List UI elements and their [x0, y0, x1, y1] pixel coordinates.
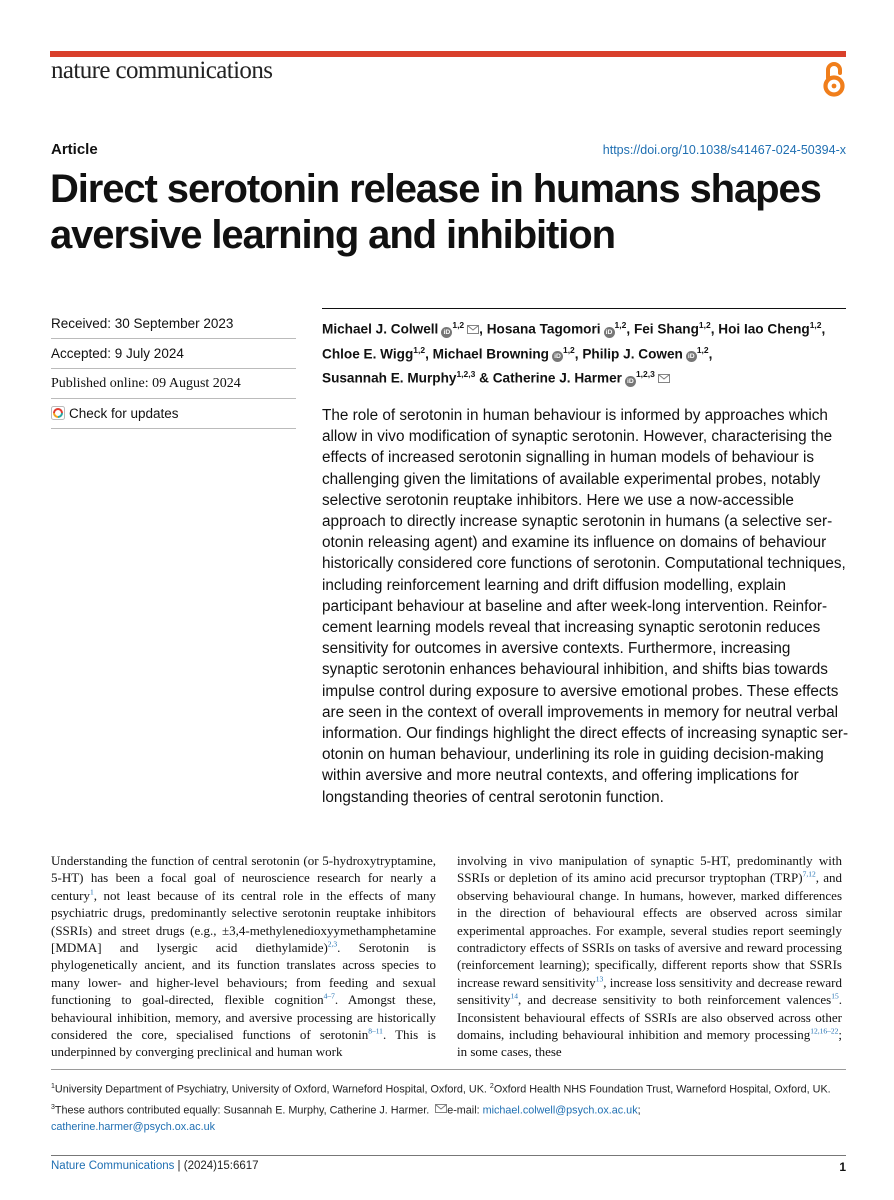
- citation-ref[interactable]: 8–11: [368, 1026, 383, 1036]
- affiliation-text: Oxford Health NHS Foundation Trust, Warneford Hospital, Oxford, UK.: [493, 1083, 831, 1096]
- affiliation-number: 2: [489, 1083, 494, 1090]
- citation-ref[interactable]: 15: [831, 991, 839, 1001]
- published-date: Published online: 09 August 2024: [51, 376, 241, 391]
- orcid-icon[interactable]: iD: [625, 376, 636, 387]
- email-icon: [435, 1104, 447, 1113]
- author-name[interactable]: Philip J. Cowen: [582, 346, 683, 362]
- open-access-lock-icon[interactable]: [820, 60, 848, 98]
- journal-name[interactable]: nature communications: [51, 57, 273, 84]
- divider: [51, 398, 296, 399]
- author-name[interactable]: Fei Shang: [633, 321, 699, 337]
- citation-ref[interactable]: 4–7: [323, 991, 335, 1001]
- email-link[interactable]: michael.colwell@psych.ox.ac.uk: [482, 1104, 638, 1117]
- affiliation-number: 1: [51, 1083, 55, 1090]
- author-list: Michael J. Colwell iD$^{1,2}$ , Hosana Tagomori iD$^{1,2}$, Fei Shang$^{1,2}$, Hoi Iao Cheng$^{1,2}$, Chloe E. Wigg$^{1,2}$, Michael Browning iD$^{1,2}$, Philip J. Cowen iD$^{1,2}$, Susannah E. Murphy$^{1,2,3}$ & Catherine J. Harmer iD$^{1,2,3}$: [322, 320, 826, 386]
- check-for-updates-button[interactable]: [51, 406, 296, 421]
- author-affiliation: 1,2,3: [635, 369, 655, 380]
- body-text-segment: . Serotonin is phylogenetically ancient, and its function translates across species to many lower- and higher-level behaviours; from feeding and sexual functioning to goal-directed, flexible cognition: [51, 940, 436, 1008]
- orcid-icon[interactable]: iD: [604, 327, 615, 338]
- orcid-icon[interactable]: iD: [686, 351, 697, 362]
- body-text-left-column: [51, 852, 436, 1061]
- email-icon[interactable]: [658, 374, 670, 383]
- body-text-segment: , and observing behavioural change. In humans, however, marked differences in the direction of behavioural effects are observed across similar experimental approaches. For example, several studies report seemingly contradictory effects of SSRIs on tasks of aversive and reward processing (reinforcement learning); specifically, different reports show that SSRIs increase reward sensitivity: [457, 870, 843, 990]
- citation-ref[interactable]: 2,3: [327, 939, 338, 949]
- email-icon[interactable]: [467, 325, 479, 334]
- author-name[interactable]: Chloe E. Wigg: [322, 346, 414, 362]
- footnote-divider: [51, 1069, 846, 1070]
- body-text-segment: . Amongst these, behavioural inhibition, memory, and aversive processing are historically considered the core, specialised functions of serotonin: [51, 992, 436, 1043]
- author-affiliation: 1,2: [413, 344, 426, 355]
- body-text-segment: , and decrease sensitivity to both reinforcement valences: [517, 992, 832, 1008]
- footer-citation: [51, 1160, 259, 1172]
- author-affiliation: 1,2: [452, 320, 465, 330]
- divider: [51, 368, 296, 369]
- body-text-segment: . Inconsistent behavioural effects of SSRIs are also observed across other domains, including behavioural inhibition and memory processing: [457, 992, 842, 1043]
- author-name[interactable]: Hoi Iao Cheng: [718, 321, 810, 337]
- body-text-segment: , increase loss sensitivity and decrease reward sensitivity: [457, 974, 842, 1008]
- citation-ref[interactable]: 1: [89, 887, 94, 897]
- author-affiliation: 1,2: [696, 344, 709, 355]
- received-date: Received: 30 September 2023: [51, 316, 234, 331]
- orcid-icon[interactable]: iD: [552, 351, 563, 362]
- accepted-date: Accepted: 9 July 2024: [51, 346, 184, 361]
- page-number: 1: [839, 1160, 846, 1174]
- body-text-right-column: [457, 852, 842, 1061]
- divider: [51, 428, 296, 429]
- email-label: e-mail:: [447, 1104, 483, 1117]
- body-text-segment: . This is underpinned by converging preclinical and human work: [51, 1027, 436, 1060]
- author-affiliation: 1,2: [614, 320, 627, 330]
- footer-journal-link[interactable]: Nature Communications: [51, 1160, 175, 1172]
- orcid-icon[interactable]: iD: [441, 327, 452, 338]
- citation-ref[interactable]: 13: [595, 974, 604, 984]
- citation-ref[interactable]: 7,12: [802, 870, 816, 880]
- author-name[interactable]: Hosana Tagomori: [486, 321, 601, 337]
- article-title: Direct serotonin release in humans shapes aversive learning and inhibition: [50, 167, 821, 257]
- authors-top-rule: [322, 308, 846, 309]
- equal-contribution-note: These authors contributed equally: Susannah E. Murphy, Catherine J. Harmer.: [54, 1104, 433, 1117]
- email-separator: ;: [637, 1104, 641, 1117]
- author-name[interactable]: Michael J. Colwell: [322, 321, 439, 337]
- abstract: The role of serotonin in human behaviour is informed by approaches which allow in vivo modification of synaptic serotonin. However, characterising the effects of increased serotonin signalling in human models of behaviour is challenging given the limitations of available experimental probes, notably selective serotonin reuptake inhibitors. Here we use a now-accessible approach to directly increase synaptic serotonin in humans (a selective serotonin releasing agent) and examine its influence on domains of behaviour historically considered core functions of serotonin. Computational techniques, including reinforcement learning and drift diffusion modelling, explain participant behaviour at baseline and after week-long intervention. Reinforcement learning models reveal that increasing synaptic serotonin reduces sensitivity for outcomes in aversive contexts. Furthermore, increasing synaptic serotonin enhances behavioural inhibition, and shifts bias towards impulse control during exposure to aversive emotional probes. These effects are seen in the context of overall improvements in memory for neutral verbal information. Our findings highlight the direct effects of increasing synaptic serotonin on human behaviour, underlining its role in guiding decision-making within aversive and more neutral contexts, and offering implications for longstanding theories of central serotonin function.: [322, 407, 849, 806]
- body-text-segment: , not least because of its central role in the effects of many psychiatric drugs, predominantly selective serotonin reuptake inhibitors (SSRIs) and street drugs (e.g., ±3,4-methylenedioxyymethamphetamine [MDMA] and lysergic acid diethylamide): [51, 887, 436, 956]
- body-text-segment: ; in some cases, these: [457, 1027, 842, 1060]
- affiliation-text: University Department of Psychiatry, University of Oxford, Warneford Hospital, Oxford, UK.: [54, 1083, 490, 1096]
- author-affiliation: 1,2: [698, 320, 711, 330]
- author-name[interactable]: Michael Browning: [432, 346, 549, 362]
- doi-link[interactable]: https://doi.org/10.1038/s41467-024-50394-x: [602, 143, 846, 157]
- footer-volume: | (2024)15:6617: [174, 1160, 259, 1172]
- author-affiliation: 1,2: [809, 320, 822, 330]
- author-affiliation: 1,2,3: [456, 369, 476, 380]
- email-link[interactable]: catherine.harmer@psych.ox.ac.uk: [51, 1121, 215, 1134]
- check-for-updates-icon: [51, 406, 65, 420]
- author-affiliation: 1,2: [562, 344, 575, 355]
- check-for-updates-label: Check for updates: [69, 406, 179, 421]
- body-text-segment: Understanding the function of central serotonin (or 5-hydroxytryptamine, 5-HT) has been a focal goal of neuroscience research for nearly a century: [51, 853, 436, 903]
- footer-rule: [51, 1155, 846, 1156]
- affiliation-number: 3: [51, 1103, 55, 1111]
- article-type: Article: [51, 141, 98, 158]
- body-text-segment: involving in vivo manipulation of synaptic 5-HT, predominantly with SSRIs or depletion of its amino acid precursor tryptophan (TRP): [457, 853, 842, 886]
- citation-ref[interactable]: 14: [510, 991, 518, 1001]
- author-name[interactable]: Susannah E. Murphy: [322, 370, 457, 386]
- divider: [51, 338, 296, 339]
- citation-ref[interactable]: 12,16–22: [810, 1026, 839, 1036]
- author-name[interactable]: Catherine J. Harmer: [492, 370, 622, 386]
- affiliations-footnote: [51, 1078, 846, 1136]
